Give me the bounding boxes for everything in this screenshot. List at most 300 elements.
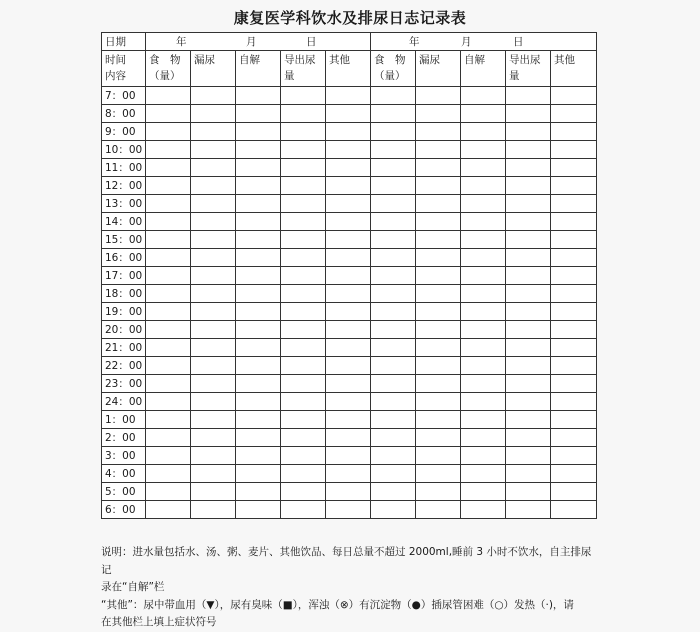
entry-cell[interactable]	[461, 483, 506, 501]
column-header	[551, 51, 597, 87]
entry-cell[interactable]	[326, 303, 371, 321]
entry-cell[interactable]	[461, 105, 506, 123]
table-row	[102, 285, 597, 303]
entry-cell[interactable]	[551, 105, 597, 123]
column-header	[236, 51, 281, 87]
entry-cell[interactable]	[461, 501, 506, 519]
table-row	[102, 357, 597, 375]
entry-cell[interactable]	[551, 123, 597, 141]
column-header-line: 其他	[329, 54, 350, 66]
entry-cell[interactable]	[371, 303, 416, 321]
entry-cell[interactable]	[371, 357, 416, 375]
entry-cell[interactable]	[551, 357, 597, 375]
entry-cell[interactable]	[326, 177, 371, 195]
entry-cell[interactable]	[416, 123, 461, 141]
entry-cell[interactable]	[146, 429, 191, 447]
entry-cell[interactable]	[506, 321, 551, 339]
time-cell: 21：00	[102, 339, 146, 357]
entry-cell[interactable]	[146, 321, 191, 339]
entry-cell[interactable]	[146, 339, 191, 357]
time-cell: 18：00	[102, 285, 146, 303]
entry-cell[interactable]	[416, 159, 461, 177]
date-field-1[interactable]	[146, 33, 371, 51]
time-cell: 17：00	[102, 267, 146, 285]
entry-cell[interactable]	[191, 447, 236, 465]
entry-cell[interactable]	[416, 141, 461, 159]
entry-cell[interactable]	[416, 231, 461, 249]
entry-cell[interactable]	[506, 123, 551, 141]
entry-cell[interactable]	[281, 159, 326, 177]
entry-cell[interactable]	[326, 321, 371, 339]
entry-cell[interactable]	[191, 339, 236, 357]
table-row	[102, 123, 597, 141]
entry-cell[interactable]	[326, 339, 371, 357]
entry-cell[interactable]	[551, 483, 597, 501]
entry-cell[interactable]	[551, 177, 597, 195]
entry-cell[interactable]	[551, 267, 597, 285]
entry-cell[interactable]	[371, 123, 416, 141]
entry-cell[interactable]	[326, 501, 371, 519]
entry-cell[interactable]	[371, 339, 416, 357]
entry-cell[interactable]	[551, 141, 597, 159]
entry-cell[interactable]	[551, 303, 597, 321]
time-cell: 4：00	[102, 465, 146, 483]
entry-cell[interactable]	[146, 267, 191, 285]
note-line: 说明：进水量包括水、汤、粥、麦片、其他饮品、每日总量不超过 2000ml,睡前 3 小时不饮水，自主排尿记	[101, 546, 592, 576]
entry-cell[interactable]	[416, 177, 461, 195]
entry-cell[interactable]	[191, 285, 236, 303]
entry-cell[interactable]	[551, 285, 597, 303]
entry-cell[interactable]	[461, 429, 506, 447]
entry-cell[interactable]	[371, 501, 416, 519]
entry-cell[interactable]	[191, 123, 236, 141]
entry-cell[interactable]	[236, 483, 281, 501]
entry-cell[interactable]	[146, 357, 191, 375]
entry-cell[interactable]	[191, 393, 236, 411]
date-row	[102, 33, 597, 51]
entry-cell[interactable]	[551, 195, 597, 213]
entry-cell[interactable]	[191, 249, 236, 267]
entry-cell[interactable]	[461, 447, 506, 465]
entry-cell[interactable]	[506, 159, 551, 177]
entry-cell[interactable]	[326, 375, 371, 393]
entry-cell[interactable]	[191, 375, 236, 393]
entry-cell[interactable]	[281, 123, 326, 141]
entry-cell[interactable]	[281, 213, 326, 231]
entry-cell[interactable]	[461, 87, 506, 105]
entry-cell[interactable]	[506, 87, 551, 105]
entry-cell[interactable]	[506, 357, 551, 375]
entry-cell[interactable]	[236, 339, 281, 357]
date-label: 日期	[102, 33, 146, 51]
column-header-line: （量）	[374, 70, 406, 82]
entry-cell[interactable]	[371, 195, 416, 213]
entry-cell[interactable]	[191, 357, 236, 375]
entry-cell[interactable]	[326, 285, 371, 303]
entry-cell[interactable]	[461, 303, 506, 321]
month-label: 月	[461, 36, 472, 48]
date-field-2[interactable]	[371, 33, 597, 51]
entry-cell[interactable]	[146, 105, 191, 123]
entry-cell[interactable]	[326, 447, 371, 465]
entry-cell[interactable]	[236, 195, 281, 213]
entry-cell[interactable]	[416, 447, 461, 465]
entry-cell[interactable]	[506, 501, 551, 519]
entry-cell[interactable]	[236, 501, 281, 519]
entry-cell[interactable]	[551, 411, 597, 429]
entry-cell[interactable]	[326, 357, 371, 375]
entry-cell[interactable]	[506, 249, 551, 267]
entry-cell[interactable]	[281, 411, 326, 429]
entry-cell[interactable]	[146, 501, 191, 519]
entry-cell[interactable]	[281, 357, 326, 375]
entry-cell[interactable]	[461, 375, 506, 393]
entry-cell[interactable]	[191, 195, 236, 213]
entry-cell[interactable]	[191, 141, 236, 159]
entry-cell[interactable]	[506, 195, 551, 213]
entry-cell[interactable]	[416, 267, 461, 285]
time-cell: 10：00	[102, 141, 146, 159]
entry-cell[interactable]	[146, 141, 191, 159]
entry-cell[interactable]	[281, 321, 326, 339]
entry-cell[interactable]	[236, 249, 281, 267]
entry-cell[interactable]	[326, 411, 371, 429]
entry-cell[interactable]	[506, 105, 551, 123]
entry-cell[interactable]	[506, 213, 551, 231]
entry-cell[interactable]	[506, 483, 551, 501]
entry-cell[interactable]	[146, 303, 191, 321]
entry-cell[interactable]	[146, 195, 191, 213]
note-line: 在其他栏上填上症状符号	[101, 616, 217, 628]
entry-cell[interactable]	[191, 87, 236, 105]
entry-cell[interactable]	[191, 267, 236, 285]
entry-cell[interactable]	[371, 141, 416, 159]
entry-cell[interactable]	[551, 213, 597, 231]
entry-cell[interactable]	[506, 411, 551, 429]
table-row	[102, 141, 597, 159]
entry-cell[interactable]	[551, 393, 597, 411]
entry-cell[interactable]	[326, 267, 371, 285]
entry-cell[interactable]	[461, 141, 506, 159]
entry-cell[interactable]	[146, 465, 191, 483]
table-row	[102, 231, 597, 249]
entry-cell[interactable]	[416, 339, 461, 357]
entry-cell[interactable]	[416, 105, 461, 123]
entry-cell[interactable]	[371, 177, 416, 195]
entry-cell[interactable]	[236, 285, 281, 303]
entry-cell[interactable]	[146, 231, 191, 249]
notes	[101, 544, 601, 632]
time-cell: 12：00	[102, 177, 146, 195]
entry-cell[interactable]	[551, 465, 597, 483]
entry-cell[interactable]	[236, 231, 281, 249]
entry-cell[interactable]	[146, 249, 191, 267]
entry-cell[interactable]	[146, 285, 191, 303]
column-header-line: 漏尿	[419, 54, 440, 66]
entry-cell[interactable]	[236, 465, 281, 483]
entry-cell[interactable]	[281, 447, 326, 465]
entry-cell[interactable]	[551, 429, 597, 447]
entry-cell[interactable]	[281, 249, 326, 267]
entry-cell[interactable]	[146, 213, 191, 231]
entry-cell[interactable]	[191, 231, 236, 249]
table-row	[102, 105, 597, 123]
entry-cell[interactable]	[551, 501, 597, 519]
column-header	[371, 51, 416, 87]
entry-cell[interactable]	[551, 249, 597, 267]
entry-cell[interactable]	[236, 303, 281, 321]
entry-cell[interactable]	[146, 123, 191, 141]
entry-cell[interactable]	[461, 177, 506, 195]
entry-cell[interactable]	[416, 321, 461, 339]
entry-cell[interactable]	[461, 321, 506, 339]
column-header	[326, 51, 371, 87]
entry-cell[interactable]	[236, 393, 281, 411]
entry-cell[interactable]	[326, 393, 371, 411]
content-label: 内容	[105, 70, 126, 82]
entry-cell[interactable]	[281, 231, 326, 249]
entry-cell[interactable]	[506, 465, 551, 483]
entry-cell[interactable]	[146, 393, 191, 411]
time-cell: 3：00	[102, 447, 146, 465]
entry-cell[interactable]	[461, 249, 506, 267]
entry-cell[interactable]	[371, 447, 416, 465]
entry-cell[interactable]	[371, 87, 416, 105]
year-label: 年	[176, 36, 187, 48]
entry-cell[interactable]	[281, 285, 326, 303]
column-header	[416, 51, 461, 87]
entry-cell[interactable]	[281, 429, 326, 447]
entry-cell[interactable]	[506, 267, 551, 285]
entry-cell[interactable]	[236, 321, 281, 339]
entry-cell[interactable]	[371, 267, 416, 285]
entry-cell[interactable]	[551, 447, 597, 465]
entry-cell[interactable]	[146, 177, 191, 195]
entry-cell[interactable]	[416, 411, 461, 429]
note-line: 录在“自解”栏	[101, 581, 165, 593]
entry-cell[interactable]	[506, 285, 551, 303]
entry-cell[interactable]	[191, 303, 236, 321]
entry-cell[interactable]	[191, 213, 236, 231]
table-row	[102, 249, 597, 267]
column-header	[146, 51, 191, 87]
table-row	[102, 339, 597, 357]
table-row	[102, 375, 597, 393]
time-content-header	[102, 51, 146, 87]
entry-cell[interactable]	[146, 159, 191, 177]
entry-cell[interactable]	[416, 303, 461, 321]
entry-cell[interactable]	[461, 267, 506, 285]
entry-cell[interactable]	[236, 267, 281, 285]
time-cell: 22：00	[102, 357, 146, 375]
entry-cell[interactable]	[326, 465, 371, 483]
entry-cell[interactable]	[371, 213, 416, 231]
entry-cell[interactable]	[416, 429, 461, 447]
entry-cell[interactable]	[326, 249, 371, 267]
entry-cell[interactable]	[371, 249, 416, 267]
column-header	[461, 51, 506, 87]
entry-cell[interactable]	[326, 87, 371, 105]
entry-cell[interactable]	[191, 429, 236, 447]
form-title: 康复医学科饮水及排尿日志记录表	[233, 9, 467, 27]
entry-cell[interactable]	[416, 375, 461, 393]
time-cell: 15：00	[102, 231, 146, 249]
entry-cell[interactable]	[551, 375, 597, 393]
table-row	[102, 447, 597, 465]
entry-cell[interactable]	[506, 141, 551, 159]
entry-cell[interactable]	[281, 393, 326, 411]
entry-cell[interactable]	[281, 177, 326, 195]
entry-cell[interactable]	[461, 213, 506, 231]
entry-cell[interactable]	[416, 465, 461, 483]
entry-cell[interactable]	[371, 393, 416, 411]
entry-cell[interactable]	[236, 213, 281, 231]
entry-cell[interactable]	[416, 285, 461, 303]
entry-cell[interactable]	[146, 411, 191, 429]
entry-cell[interactable]	[506, 429, 551, 447]
entry-cell[interactable]	[236, 447, 281, 465]
entry-cell[interactable]	[416, 195, 461, 213]
entry-cell[interactable]	[191, 483, 236, 501]
entry-cell[interactable]	[416, 501, 461, 519]
entry-cell[interactable]	[191, 159, 236, 177]
entry-cell[interactable]	[146, 87, 191, 105]
entry-cell[interactable]	[281, 303, 326, 321]
entry-cell[interactable]	[461, 339, 506, 357]
entry-cell[interactable]	[371, 285, 416, 303]
entry-cell[interactable]	[236, 159, 281, 177]
entry-cell[interactable]	[326, 429, 371, 447]
entry-cell[interactable]	[326, 483, 371, 501]
entry-cell[interactable]	[326, 123, 371, 141]
entry-cell[interactable]	[551, 159, 597, 177]
entry-cell[interactable]	[551, 321, 597, 339]
entry-cell[interactable]	[506, 303, 551, 321]
entry-cell[interactable]	[326, 105, 371, 123]
column-header-line: 食 物	[374, 54, 406, 66]
entry-cell[interactable]	[236, 429, 281, 447]
entry-cell[interactable]	[416, 87, 461, 105]
entry-cell[interactable]	[326, 159, 371, 177]
entry-cell[interactable]	[236, 411, 281, 429]
column-header-line: 导出尿	[284, 54, 316, 66]
table-row	[102, 321, 597, 339]
entry-cell[interactable]	[326, 213, 371, 231]
entry-cell[interactable]	[281, 483, 326, 501]
entry-cell[interactable]	[281, 267, 326, 285]
log-table	[101, 32, 597, 519]
table-row	[102, 465, 597, 483]
entry-cell[interactable]	[191, 465, 236, 483]
entry-cell[interactable]	[371, 159, 416, 177]
entry-cell[interactable]	[146, 375, 191, 393]
entry-cell[interactable]	[461, 231, 506, 249]
entry-cell[interactable]	[191, 105, 236, 123]
entry-cell[interactable]	[506, 177, 551, 195]
entry-cell[interactable]	[146, 483, 191, 501]
table-row	[102, 213, 597, 231]
entry-cell[interactable]	[506, 375, 551, 393]
entry-cell[interactable]	[506, 393, 551, 411]
entry-cell[interactable]	[191, 177, 236, 195]
time-cell: 11：00	[102, 159, 146, 177]
entry-cell[interactable]	[236, 105, 281, 123]
entry-cell[interactable]	[281, 465, 326, 483]
entry-cell[interactable]	[551, 87, 597, 105]
time-cell: 13：00	[102, 195, 146, 213]
entry-cell[interactable]	[416, 393, 461, 411]
entry-cell[interactable]	[326, 141, 371, 159]
entry-cell[interactable]	[461, 159, 506, 177]
entry-cell[interactable]	[281, 195, 326, 213]
time-cell: 2：00	[102, 429, 146, 447]
entry-cell[interactable]	[281, 141, 326, 159]
column-header-line: 自解	[464, 54, 485, 66]
column-header-line: 其他	[554, 54, 575, 66]
entry-cell[interactable]	[461, 393, 506, 411]
entry-cell[interactable]	[281, 501, 326, 519]
entry-cell[interactable]	[416, 213, 461, 231]
entry-cell[interactable]	[371, 429, 416, 447]
entry-cell[interactable]	[461, 411, 506, 429]
entry-cell[interactable]	[506, 339, 551, 357]
entry-cell[interactable]	[371, 231, 416, 249]
entry-cell[interactable]	[371, 411, 416, 429]
entry-cell[interactable]	[371, 465, 416, 483]
entry-cell[interactable]	[461, 195, 506, 213]
entry-cell[interactable]	[506, 447, 551, 465]
table-row	[102, 267, 597, 285]
entry-cell[interactable]	[326, 195, 371, 213]
entry-cell[interactable]	[281, 105, 326, 123]
day-label: 日	[306, 36, 317, 48]
column-header-line: 漏尿	[194, 54, 215, 66]
column-header	[281, 51, 326, 87]
entry-cell[interactable]	[236, 141, 281, 159]
entry-cell[interactable]	[371, 105, 416, 123]
entry-cell[interactable]	[191, 321, 236, 339]
entry-cell[interactable]	[236, 123, 281, 141]
entry-cell[interactable]	[551, 231, 597, 249]
entry-cell[interactable]	[236, 177, 281, 195]
entry-cell[interactable]	[461, 357, 506, 375]
entry-cell[interactable]	[416, 249, 461, 267]
entry-cell[interactable]	[281, 87, 326, 105]
entry-cell[interactable]	[416, 357, 461, 375]
time-cell: 20：00	[102, 321, 146, 339]
entry-cell[interactable]	[281, 375, 326, 393]
entry-cell[interactable]	[506, 231, 551, 249]
entry-cell[interactable]	[416, 483, 461, 501]
table-row	[102, 177, 597, 195]
entry-cell[interactable]	[236, 87, 281, 105]
entry-cell[interactable]	[236, 357, 281, 375]
entry-cell[interactable]	[191, 411, 236, 429]
entry-cell[interactable]	[236, 375, 281, 393]
entry-cell[interactable]	[146, 447, 191, 465]
entry-cell[interactable]	[191, 501, 236, 519]
entry-cell[interactable]	[371, 321, 416, 339]
column-header-line: 量	[284, 70, 295, 82]
entry-cell[interactable]	[371, 375, 416, 393]
entry-cell[interactable]	[551, 339, 597, 357]
entry-cell[interactable]	[461, 123, 506, 141]
entry-cell[interactable]	[371, 483, 416, 501]
entry-cell[interactable]	[461, 285, 506, 303]
entry-cell[interactable]	[281, 339, 326, 357]
entry-cell[interactable]	[461, 465, 506, 483]
entry-cell[interactable]	[326, 231, 371, 249]
